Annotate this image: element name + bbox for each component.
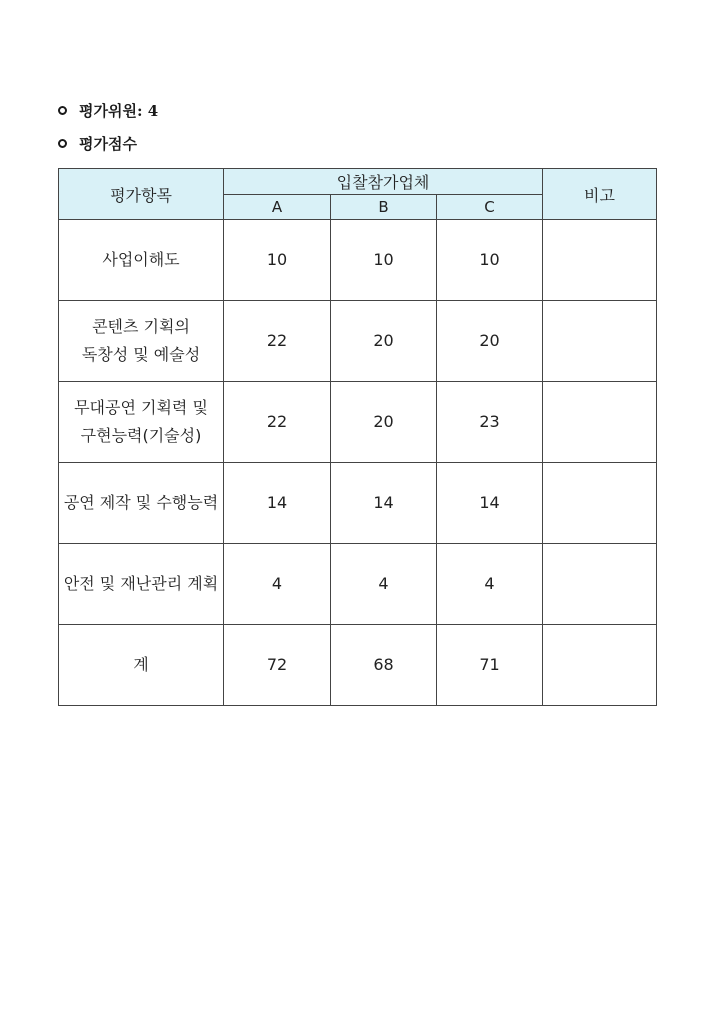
row-item-label: 구현능력(기술성) [80,426,202,445]
row-item-cell [59,382,224,463]
score-b-cell: 20 [331,382,437,463]
score-title-line [58,133,137,154]
score-c-cell: 23 [437,382,543,463]
evaluators-text: 평가위원: 4 [79,102,159,120]
score-a-cell: 14 [224,463,331,544]
row-item-cell [59,463,224,544]
score-c-cell: 4 [437,544,543,625]
table-header-row [59,169,657,195]
circle-bullet-icon [58,139,67,148]
row-item-cell [59,301,224,382]
table-row [59,301,657,382]
header-company-a: A [224,195,331,220]
row-item-label: 공연 제작 및 수행능력 [63,493,219,512]
remarks-cell [543,544,657,625]
score-a-cell: 22 [224,301,331,382]
score-a-cell: 10 [224,220,331,301]
evaluators-line [58,100,158,121]
remarks-cell [543,463,657,544]
circle-bullet-icon [58,106,67,115]
row-item-label: 사업이해도 [102,250,180,269]
row-item-label: 안전 및 재난관리 계획 [63,574,219,593]
total-label: 계 [133,655,149,674]
score-b-cell: 20 [331,301,437,382]
score-b-cell: 10 [331,220,437,301]
total-a-cell: 72 [224,625,331,706]
score-c-cell: 10 [437,220,543,301]
total-c-cell: 71 [437,625,543,706]
remarks-cell [543,220,657,301]
row-item-label: 독창성 및 예술성 [81,345,201,364]
score-b-cell: 4 [331,544,437,625]
row-item-label: 무대공연 기획력 및 [74,398,208,417]
total-row [59,625,657,706]
header-bidders: 입찰참가업체 [224,169,543,195]
row-item-label: 콘텐츠 기획의 [92,317,190,336]
score-c-cell: 20 [437,301,543,382]
table-row [59,463,657,544]
row-item-cell [59,625,224,706]
table-row [59,382,657,463]
remarks-cell [543,382,657,463]
remarks-cell [543,301,657,382]
score-a-cell: 22 [224,382,331,463]
header-item: 평가항목 [59,169,224,220]
header-company-c: C [437,195,543,220]
table-row [59,544,657,625]
total-b-cell: 68 [331,625,437,706]
score-c-cell: 14 [437,463,543,544]
score-table [58,168,657,706]
header-remarks: 비고 [543,169,657,220]
table-row [59,220,657,301]
row-item-cell [59,220,224,301]
score-title-text: 평가점수 [79,135,137,153]
score-a-cell: 4 [224,544,331,625]
header-company-b: B [331,195,437,220]
remarks-cell [543,625,657,706]
row-item-cell [59,544,224,625]
score-b-cell: 14 [331,463,437,544]
